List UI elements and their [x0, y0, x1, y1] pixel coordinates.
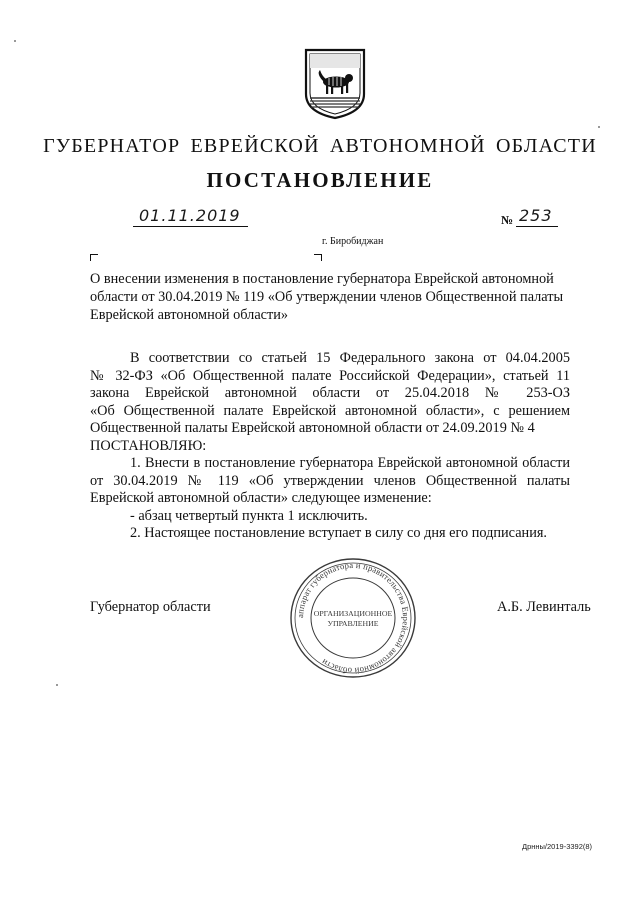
document-subject: О внесении изменения в постановление губернатора Еврейской автономной области от 30.04.2019 № 119 «Об утверждении членов Общественной палаты Еврейской автономной области» [90, 271, 564, 323]
coat-of-arms-emblem [302, 44, 368, 120]
body-line: «Об Общественной палате Еврейской автономной области», с решением [90, 402, 570, 419]
stamp-outer-text: аппарат губернатора и правительства Еврейской автономной области [294, 559, 412, 677]
signature-name: А.Б. Левинталь [497, 599, 591, 615]
footer-document-code: Дрнны/2019-3392(8) [522, 842, 593, 851]
item-2: 2. Настоящее постановление вступает в силу со дня его подписания. [130, 525, 547, 541]
city-label: г. Биробиджан [322, 236, 384, 247]
item-1-line: от 30.04.2019 № 119 «Об утверждении членов Общественной палаты [90, 472, 570, 489]
stamp-inner-line-1: ОРГАНИЗАЦИОННОЕ [313, 609, 393, 618]
document-type: ПОСТАНОВЛЕНИЕ [206, 168, 434, 192]
item-1-line: Еврейской автономной области» следующее изменение: [90, 490, 432, 506]
number-field [516, 206, 558, 227]
date-field [133, 206, 248, 227]
body-line: В соответствии со статьей 15 Федерального закона от 04.04.2005 [130, 350, 570, 366]
document-body [90, 350, 570, 543]
body-line: закона Еврейской автономной области от 25.04.2018 № 253-ОЗ [90, 385, 570, 401]
scan-speck [14, 40, 16, 42]
governor-title: ГУБЕРНАТОР ЕВРЕЙСКОЙ АВТОНОМНОЙ ОБЛАСТИ [43, 135, 597, 157]
document-date: 01.11.2019 [139, 206, 241, 225]
item-1-subpoint: - абзац четвертый пункта 1 исключить. [130, 507, 368, 524]
body-line: № 32-ФЗ «Об Общественной палате Российской Федерации», статьей 11 [90, 367, 570, 384]
item-1-line: 1. Внести в постановление губернатора Еврейской автономной области [130, 455, 570, 471]
subject-corner-left [90, 254, 98, 261]
resolve-statement: ПОСТАНОВЛЯЮ: [90, 437, 207, 454]
subject-corner-right [314, 254, 322, 261]
body-line: Общественной палаты Еврейской автономной области от 24.09.2019 № 4 [90, 420, 535, 436]
signature-position: Губернатор области [90, 599, 211, 615]
document-number: 253 [519, 206, 553, 225]
scan-speck [56, 684, 58, 686]
scan-speck [598, 126, 600, 128]
stamp-inner-line-2: УПРАВЛЕНИЕ [327, 619, 379, 628]
number-label: № [501, 213, 514, 227]
official-stamp [288, 556, 418, 680]
